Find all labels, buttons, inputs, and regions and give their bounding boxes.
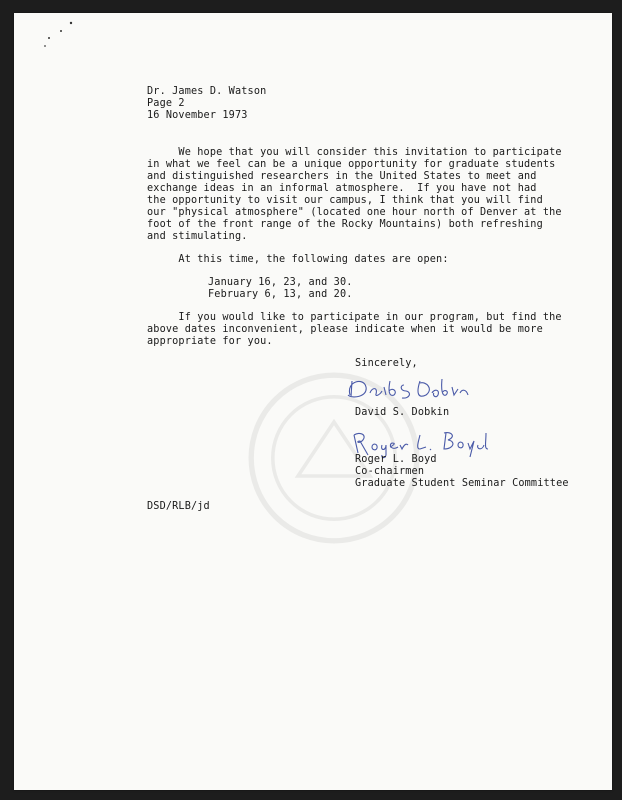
paragraph-line: exchange ideas in an informal atmosphere. If you have not had [147, 183, 537, 194]
paragraph-line: above dates inconvenient, please indicate when it would be more [147, 324, 543, 335]
closing-salutation: Sincerely, [355, 358, 418, 369]
paragraph-dates-intro: At this time, the following dates are open: [147, 254, 449, 265]
letter-date: 16 November 1973 [147, 110, 248, 121]
page-number: Page 2 [147, 98, 185, 109]
dates-february: February 6, 13, and 20. [208, 289, 353, 300]
signer-name-dobkin: David S. Dobkin [355, 407, 450, 418]
dates-january: January 16, 23, and 30. [208, 277, 353, 288]
paragraph-line: If you would like to participate in our program, but find the [147, 312, 562, 323]
paragraph-line: foot of the front range of the Rocky Mountains) both refreshing [147, 219, 543, 230]
paragraph-line: and distinguished researchers in the United States to meet and [147, 171, 537, 182]
paragraph-line: We hope that you will consider this invitation to participate [147, 147, 562, 158]
paragraph-line: the opportunity to visit our campus, I think that you will find [147, 195, 543, 206]
committee-name: Graduate Student Seminar Committee [355, 478, 569, 489]
paper-speck-marks [41, 19, 81, 49]
signer-name-boyd: Roger L. Boyd [355, 454, 437, 465]
paragraph-line: and stimulating. [147, 231, 248, 242]
signer-title: Co-chairmen [355, 466, 425, 477]
paragraph-line: in what we feel can be a unique opportunity for graduate students [147, 159, 556, 170]
letter-page [14, 13, 612, 790]
paragraph-line: appropriate for you. [147, 336, 273, 347]
signature-dobkin-handwritten [342, 373, 482, 405]
recipient-name: Dr. James D. Watson [147, 86, 267, 97]
paragraph-line: our "physical atmosphere" (located one hour north of Denver at the [147, 207, 562, 218]
reference-initials: DSD/RLB/jd [147, 501, 210, 512]
